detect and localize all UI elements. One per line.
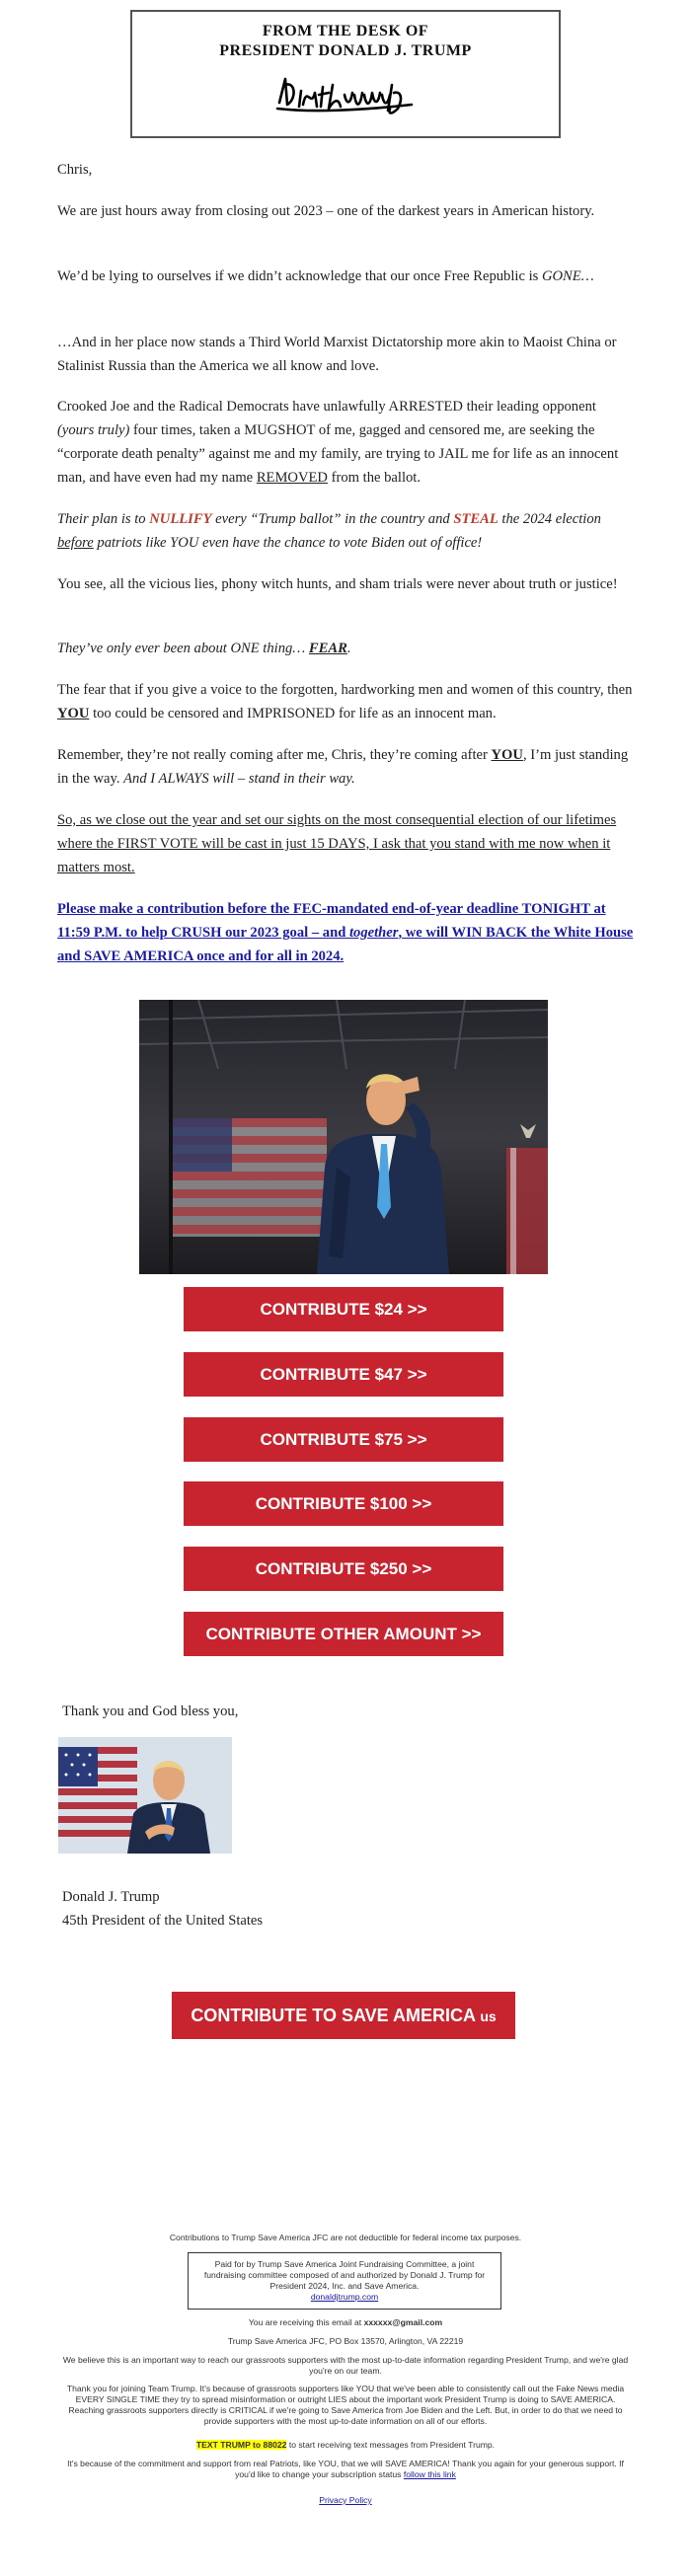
- paid-for-text: Paid for by Trump Save America Joint Fundraising Committee, a joint fundraising committee composed of and authorized by Donald J. Trump for President 2024, Inc. and Save America.: [203, 2259, 486, 2291]
- privacy-policy-wrap: [59, 2495, 632, 2506]
- contribute-47-button[interactable]: CONTRIBUTE $47 >>: [184, 1352, 503, 1397]
- paragraph-4: Crooked Joe and the Radical Democrats have unlawfully ARRESTED their leading opponent (yours truly) four times, taken a MUGSHOT of me, gagged and censored me, are seeking the “corporate death penalty” against me and my family, are trying to JAIL me for life as an innocent man, and have even had my name REMOVED from the ballot.: [57, 399, 619, 486]
- desk-title-line2: PRESIDENT DONALD J. TRUMP: [219, 42, 472, 59]
- paragraph-6: You see, all the vicious lies, phony witch hunts, and sham trials were never about truth or justice!: [57, 576, 618, 592]
- trump-flag-photo: [58, 1737, 232, 1854]
- contribute-250-button[interactable]: CONTRIBUTE $250 >>: [184, 1547, 503, 1591]
- paragraph-8: The fear that if you give a voice to the forgotten, hardworking men and women of this country, then YOU too could be censored and IMPRISONED for life as an innocent man.: [57, 682, 633, 721]
- thanks-text: Thank you and God bless you,: [62, 1704, 239, 1719]
- signer-name: Donald J. Trump: [62, 1889, 160, 1905]
- email-address: xxxxxx@gmail.com: [363, 2317, 443, 2327]
- paragraph-2: We’d be lying to ourselves if we didn’t acknowledge that our once Free Republic is GONE…: [57, 268, 594, 284]
- important-note: We believe this is an important way to reach our grassroots supporters with the most up-to-date information regarding President Trump, and we're glad you're on our team.: [62, 2355, 629, 2376]
- trump-salute-photo[interactable]: [139, 1000, 548, 1274]
- paragraph-10: So, as we close out the year and set our sights on the most consequential election of our lifetimes where the FIRST VOTE will be cast in just 15 DAYS, I ask that you stand with me now when it matters most.: [57, 812, 617, 875]
- text-trump-highlight: TEXT TRUMP to 88022: [195, 2440, 287, 2450]
- desk-header: [130, 10, 561, 138]
- greeting: Chris,: [57, 162, 93, 178]
- save-button-label: CONTRIBUTE TO SAVE AMERICA: [191, 2006, 476, 2025]
- paragraph-5: Their plan is to NULLIFY every “Trump ballot” in the country and STEAL the 2024 election before patriots like YOU even have the chance to vote Biden out of office!: [57, 511, 601, 551]
- mailing-address: Trump Save America JFC, PO Box 13570, Arlington, VA 22219: [227, 2336, 464, 2346]
- contribution-link[interactable]: Please make a contribution before the FEC-mandated end-of-year deadline TONIGHT at 11:59 P.M. to help CRUSH our 2023 goal – and together, we will WIN BACK the White House and SAVE AMERICA once and for all in 2024.: [57, 901, 634, 964]
- contribute-100-button[interactable]: CONTRIBUTE $100 >>: [184, 1481, 503, 1526]
- paragraph-9: Remember, they’re not really coming after me, Chris, they’re coming after YOU, I’m just standing in the way. And I ALWAYS will – stand in their way.: [57, 747, 629, 787]
- not-deductible-text: Contributions to Trump Save America JFC are not deductible for federal income tax purposes.: [169, 2233, 522, 2242]
- contribute-24-button[interactable]: CONTRIBUTE $24 >>: [184, 1287, 503, 1331]
- signature-icon: [271, 65, 420, 122]
- paragraph-7: They’ve only ever been about ONE thing… FEAR.: [57, 641, 351, 656]
- text-trump-line: TEXT TRUMP to 88022 to start receiving text messages from President Trump.: [195, 2440, 496, 2450]
- paragraph-3: …And in her place now stands a Third World Marxist Dictatorship more akin to Maoist China or Stalinist Russia than the America we all know and love.: [57, 335, 617, 374]
- signer-title: 45th President of the United States: [62, 1913, 264, 1929]
- desk-title-line1: FROM THE DESK OF: [262, 23, 429, 39]
- paragraph-1: We are just hours away from closing out 2023 – one of the darkest years in American history.: [57, 203, 595, 219]
- receiving-email-line: You are receiving this email at xxxxxx@gmail.com: [248, 2317, 443, 2327]
- donaldjtrump-link[interactable]: donaldjtrump.com: [310, 2292, 379, 2302]
- contribute-save-america-button[interactable]: [172, 1992, 515, 2039]
- commitment-note: It's because of the commitment and support from real Patriots, like YOU, that we will SAVE AMERICA! Thank you again for your generous support. If you'd like to change your subscription status follow this link: [67, 2459, 624, 2479]
- subscription-link[interactable]: follow this link: [403, 2469, 456, 2479]
- photo-illustration-small: [58, 1737, 232, 1854]
- photo-illustration: [139, 1000, 548, 1274]
- contribute-75-button[interactable]: CONTRIBUTE $75 >>: [184, 1417, 503, 1462]
- contribute-other-amount-button[interactable]: CONTRIBUTE OTHER AMOUNT >>: [184, 1612, 503, 1656]
- paid-for-box: [188, 2252, 501, 2310]
- privacy-policy-link[interactable]: Privacy Policy: [319, 2495, 372, 2505]
- save-button-suffix: us: [480, 2008, 497, 2024]
- thanks-joining-note: Thank you for joining Team Trump. It's because of grassroots supporters like YOU that we've been able to consistently call out the Fake News media EVERY SINGLE TIME they try to spread misinformation or outright LIES about the important work President Trump is doing to SAVE AMERICA. Reaching grassroots supporters directly is CRITICAL if we're going to Save America from Joe Biden and the Left. But, in order to do that we need to provide supporters with the most up-to-date information on all of our efforts.: [66, 2384, 625, 2426]
